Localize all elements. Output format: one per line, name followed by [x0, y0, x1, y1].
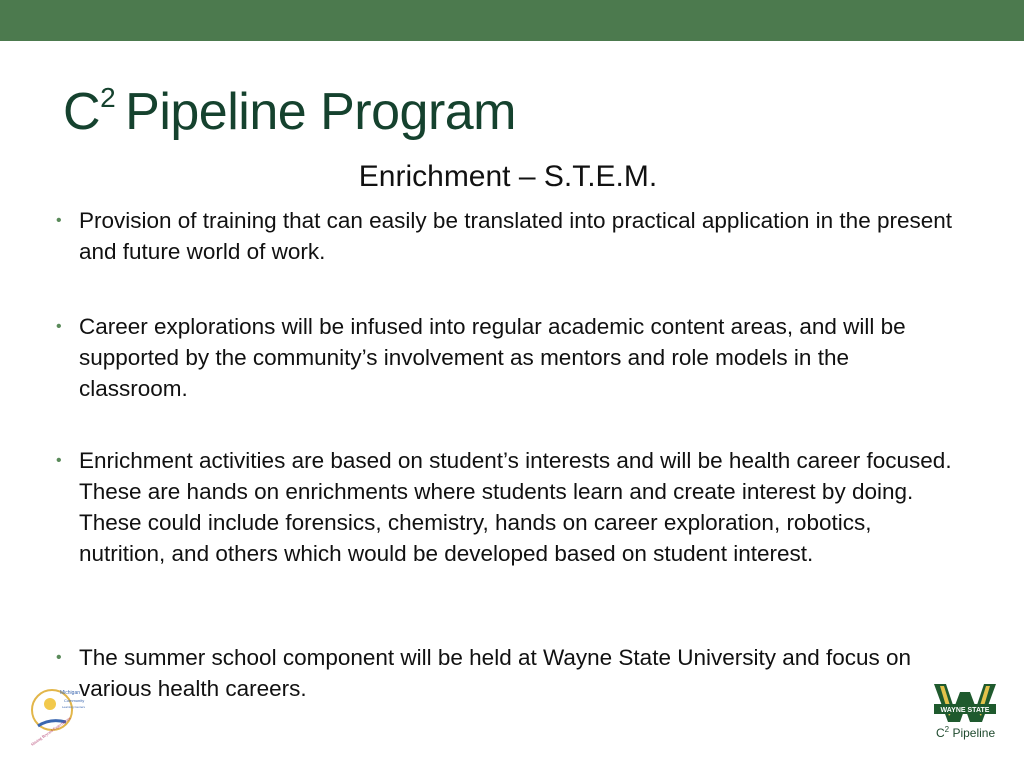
title-superscript: 2: [100, 81, 116, 113]
slide-subtitle: Enrichment – S.T.E.M.: [358, 160, 658, 193]
svg-text:Learning Centers: Learning Centers: [62, 705, 86, 709]
svg-text:Michigan: Michigan: [60, 690, 81, 696]
header-accent-bar: [0, 0, 1024, 41]
svg-text:WAYNE STATE: WAYNE STATE: [940, 707, 990, 714]
bullet-text: Provision of training that can easily be translated into practical application in the present and future world of work.: [79, 208, 953, 264]
bullet-icon: •: [56, 649, 62, 666]
bullet-text: Career explorations will be infused into regular academic content areas, and will be supported by the community’s involvement as mentors and role models in the classroom.: [79, 314, 906, 401]
bullet-text: The summer school component will be held at Wayne State University and focus on various health careers.: [79, 645, 912, 701]
page-title: [63, 81, 517, 141]
title-rest: Pipeline Program: [125, 83, 517, 141]
bullet-icon: •: [56, 212, 62, 229]
c2-pipeline-caption: $C^2$ Pipeline: [936, 725, 996, 740]
bullet-text: Enrichment activities are based on student’s interests and will be health career focused. These are hands on enrichments where students learn and create interest by doing. These could include forensics, chemistry, hands on career exploration, robotics, nutrition, and others which would be developed based on student interest.: [79, 448, 952, 566]
title-prefix: C: [63, 83, 101, 141]
svg-text:Community: Community: [64, 698, 85, 703]
svg-text:Shining Beyond Expectations: Shining Beyond Expectations: [30, 715, 72, 747]
bullet-icon: •: [56, 452, 62, 469]
bullet-icon: •: [56, 318, 62, 335]
michigan-cclc-logo: [30, 682, 90, 752]
